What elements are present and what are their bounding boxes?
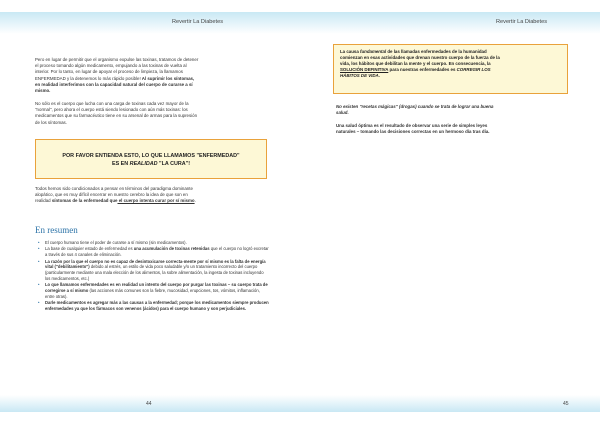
header-title: Revertir La Diabetes bbox=[172, 19, 223, 25]
header-title: Revertir La Diabetes bbox=[496, 19, 547, 25]
page-footer bbox=[300, 395, 600, 412]
page-number: 45 bbox=[563, 401, 569, 407]
paragraph-toxins: Pero en lugar de permitir que el organismo expulse las toxinas, tratamos de detener el proceso tomando algún medicamento, empujando a las toxinas de vuelta al interior. Por lo tanto, en lugar de apoyar el proceso de limpieza, la llamamos ENFERMEDAD y la detenemos lo más rápido posible! Al suprimir los síntomas, en realidad interferimos con la capacidad natural del cuerpo de curarse a sí mismo. bbox=[35, 57, 199, 94]
page-header bbox=[0, 12, 300, 34]
list-item: • Darle medicamentos es agregar más a las causas a la enfermedad; porque los medicamentos siempre producen enfermedades ya que los fármacos son venenos (ácidos) para el cuerpo humano y son perjudiciales. bbox=[38, 300, 269, 312]
bullet-icon: • bbox=[38, 246, 40, 252]
right-page bbox=[300, 0, 600, 424]
bullet-icon: • bbox=[38, 258, 40, 264]
page-number: 44 bbox=[146, 401, 152, 407]
callout-box: La causa fundamental de las llamadas enfermedades de la humanidad comienzan en esas actividades que drenan nuestro cuerpo de la fuerza de la vida, los hábitos que debilitan la mente y el cuerpo. En consecuencia, la SOLUCIÓN DEFINITIVA para nuestras enfermedades es CORREGIR LOS HÁBITOS DE VIDA. bbox=[333, 44, 568, 94]
callout-box: POR FAVOR ENTIENDA ESTO, LO QUE LLAMAMOS "ENFERMEDAD" ES EN REALIDAD "LA CURA"! bbox=[35, 139, 267, 179]
paragraph-magic-recipes: No existen "recetas mágicas" (drogas) cuando se trata de lograr una buena salud. bbox=[336, 104, 494, 116]
summary-list bbox=[37, 240, 269, 313]
paragraph-medications: No sólo es el cuerpo que lucha con una carga de toxinas cada vez mayor de la "normal", pero ahora el cuerpo está siendo lesionado con aún más toxinas: los medicamentos que su farmacéutico tiene en su arsenal de armas para la supresión de los síntomas. bbox=[35, 101, 198, 125]
bullet-icon: • bbox=[38, 300, 40, 306]
list-item: • El cuerpo humano tiene el poder de curarse a sí mismo (sin medicamentos). bbox=[38, 240, 187, 245]
section-heading: En resumen bbox=[35, 225, 78, 235]
page-header bbox=[300, 12, 600, 34]
page-footer bbox=[0, 395, 300, 412]
list-item: • Lo que llamamos enfermedades es en realidad un intento del cuerpo por purgar las toxinas – su cuerpo trata de corregirse a sí mismo (las acciones más comunes son la fiebre, mucosidad, erupciones, tos, vómitos, inflamación, entre otras). bbox=[38, 282, 268, 299]
bullet-icon: • bbox=[38, 240, 40, 245]
paragraph-paradigm: Todos hemos sido condicionados a pensar en términos del paradigma dominante alopático, que es muy difícil encerrar en nuestro cerebro la idea de que son en realidad síntomas de la enfermedad que el cuerpo intenta curar por sí mismo. bbox=[35, 186, 196, 204]
paragraph-optimal-health: Una salud óptima es el resultado de observar una serie de simples leyes naturales – tomando las decisiones correctas en un hermoso día tras día. bbox=[336, 123, 490, 135]
list-item: • La base de cualquier estado de enfermedad es una acumulación de toxinas retenidas que el cuerpo no logró excretar a través de sus 4 canales de eliminación. bbox=[38, 246, 269, 258]
list-item: • La razón por la que el cuerpo no es capaz de desintoxicarse correcta-mente por sí mismo es la falta de energía vital ("debilitamiento") debido al estrés, un estilo de vida poco saludable y/o un tratamiento incorrecto del cuerpo (particularmente mediante una mala elección de los alimentos, la sobre alimentación, la ingesta de toxinas incluyendo los medicamentos, etc.) bbox=[38, 258, 266, 281]
bullet-icon: • bbox=[38, 282, 40, 288]
